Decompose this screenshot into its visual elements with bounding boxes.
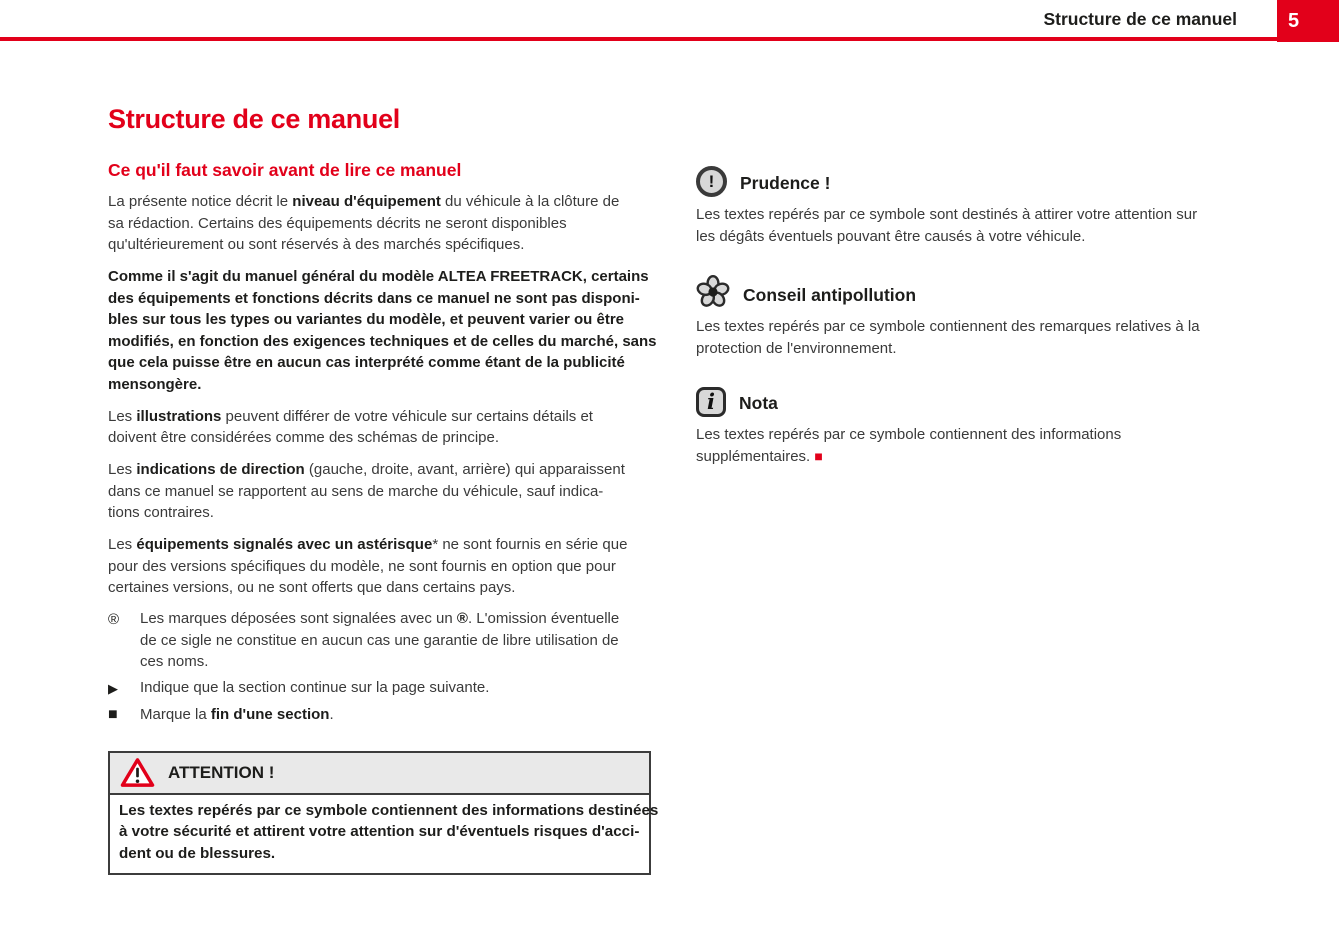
legend-item-continues bbox=[108, 677, 653, 700]
nota-section bbox=[696, 387, 1233, 467]
antipollution-section-body: Les textes repérés par ce symbole contiennent des remarques relatives à la protection de l'environnement. bbox=[696, 318, 1200, 357]
symbol-legend-list bbox=[108, 608, 653, 726]
caution-section bbox=[696, 166, 1233, 247]
info-i-icon: i bbox=[696, 387, 726, 417]
attention-box bbox=[108, 751, 659, 876]
nota-section-body: Les textes repérés par ce symbole contiennent des informations supplémentaires. ■ bbox=[696, 426, 1122, 465]
paragraph-general-manual: Comme il s'agit du manuel général du modèle ALTEA FREETRACK, certains des équipements et fonctions décrits dans ce manuel ne sont pas disponi- bles sur tous les types ou variantes du modèle, et peuvent varier ou être modifiés, en fonction des exigences techniques et de celles du marché, sans que cela puisse être en aucun cas interprété comme étant de la publicité mensongère. bbox=[108, 268, 657, 393]
running-header-title: Structure de ce manuel bbox=[1043, 8, 1237, 29]
main-content-column bbox=[108, 104, 659, 875]
antipollution-section-header bbox=[696, 275, 1233, 309]
legend-item-text: Indique que la section continue sur la page suivante. bbox=[140, 679, 490, 696]
attention-box-header bbox=[110, 753, 649, 795]
paragraph-directions: Les indications de direction (gauche, droite, avant, arrière) qui apparaissent dans ce manuel se rapportent au sens de marche du véhicule, sauf indica- tions contraires. bbox=[108, 461, 625, 521]
paragraph-illustrations: Les illustrations peuvent différer de votre véhicule sur certains détails et doivent être considérées comme des schémas de principe. bbox=[108, 407, 593, 446]
legend-item-end-section bbox=[108, 704, 653, 726]
nota-section-header bbox=[696, 387, 1233, 417]
legend-item-text: Les marques déposées sont signalées avec un ®. L'omission éventuelle de ce sigle ne constitue en aucun cas une garantie de libre utilisation de ces noms. bbox=[140, 610, 620, 670]
page-number-badge: 5 bbox=[1277, 0, 1339, 42]
antipollution-section bbox=[696, 275, 1233, 359]
caution-section-header bbox=[696, 166, 1233, 197]
attention-box-title: ATTENTION ! bbox=[168, 762, 275, 782]
nota-section-title: Nota bbox=[739, 393, 778, 413]
attention-box-body: Les textes repérés par ce symbole contiennent des informations destinées à votre sécurité et attirent votre attention sur d'éventuels risques d'acci- dent ou de blessures. bbox=[119, 801, 659, 862]
legend-item-registered bbox=[108, 608, 653, 673]
paragraph-asterisk-equipment: Les équipements signalés avec un astérisque* ne sont fournis en série que pour des versions spécifiques du modèle, ne sont fournis en option que pour certaines versions, ou ne sont offerts que dans certains pays. bbox=[108, 536, 628, 596]
antipollution-flower-icon bbox=[696, 275, 730, 309]
registered-trademark-icon: ® bbox=[108, 611, 120, 628]
caution-exclamation-circle-icon: ! bbox=[696, 166, 727, 197]
end-of-section-square-icon: ■ bbox=[108, 706, 118, 723]
legend-item-text: Marque la fin d'une section. bbox=[140, 706, 334, 723]
antipollution-section-title: Conseil antipollution bbox=[743, 285, 917, 305]
caution-section-body: Les textes repérés par ce symbole sont destinés à attirer votre attention sur les dégâts éventuels pouvant être causés à votre véhicule. bbox=[696, 206, 1198, 245]
section-continues-triangle-icon: ▶ bbox=[108, 681, 118, 696]
caution-section-title: Prudence ! bbox=[740, 173, 831, 193]
paragraph-equipment-level: La présente notice décrit le niveau d'équipement du véhicule à la clôture de sa rédaction. Certains des équipements décrits ne seront disponibles qu'ultérieurement ou sont réservés à des marchés spécifiques. bbox=[108, 193, 620, 253]
section-subtitle: Ce qu'il faut savoir avant de lire ce manuel bbox=[108, 160, 462, 180]
page-title: Structure de ce manuel bbox=[108, 104, 400, 134]
warning-triangle-icon bbox=[120, 757, 155, 788]
header-rule bbox=[0, 37, 1339, 41]
notes-column bbox=[696, 166, 1233, 495]
